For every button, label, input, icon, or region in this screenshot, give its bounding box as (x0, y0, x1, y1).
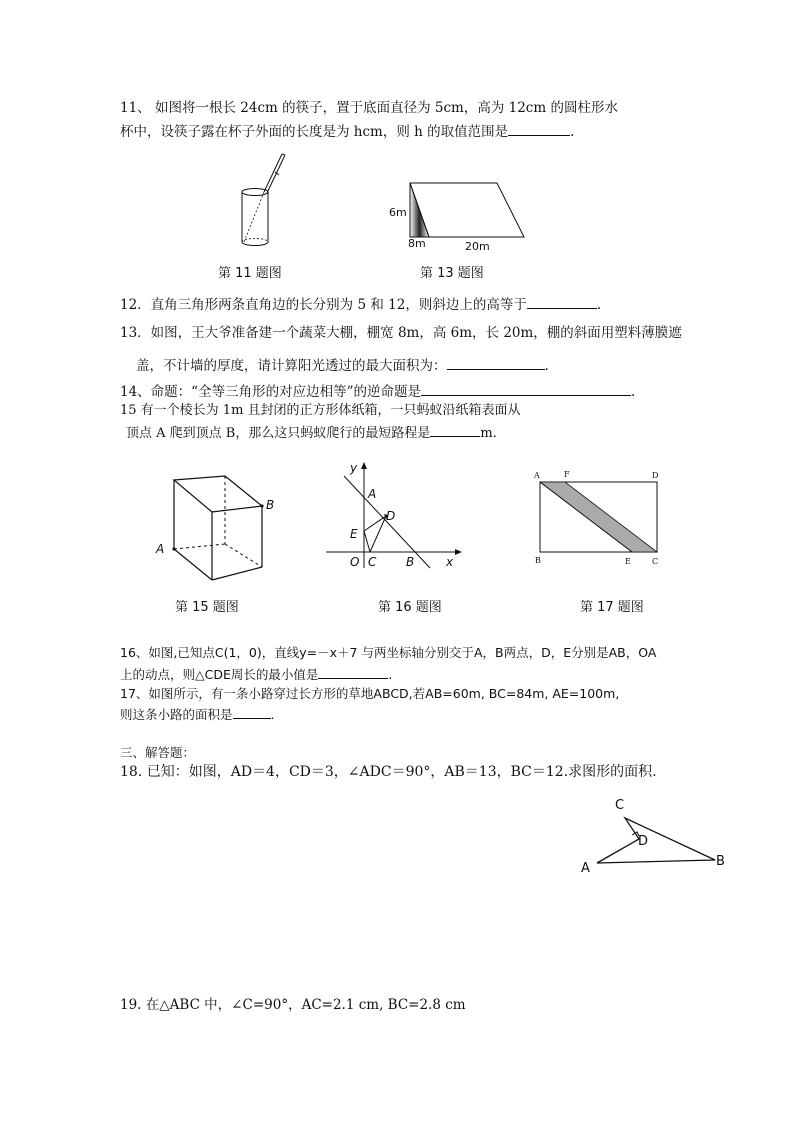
q16-line2-text: 上的动点，则△CDE周长的最小值是 (120, 667, 319, 682)
fig16-label-c: C (368, 555, 377, 569)
q16-end: . (388, 667, 393, 682)
fig11-cylinder-diagram (230, 150, 300, 250)
q13-end: . (544, 358, 549, 374)
section3-heading: 三、解答题： (120, 745, 196, 760)
fig15-label-a: A (156, 542, 165, 556)
fig16-label-a: A (368, 487, 377, 501)
fig18-triangle-diagram (575, 795, 735, 885)
fig16-label-b: B (406, 555, 415, 569)
q14-text: 14、命题：“全等三角形的对应边相等”的逆命题是 (120, 384, 421, 400)
q17-answer-blank[interactable] (233, 704, 271, 719)
q15-end: m. (480, 426, 497, 441)
q12-answer-blank[interactable] (527, 294, 597, 309)
q12-end: . (596, 297, 602, 313)
q13-line1: 13．如图，王大爷准备建一个蔬菜大棚，棚宽 8m，高 6m，长 20m，棚的斜面用塑料薄膜遮 (120, 325, 682, 341)
q11-answer-blank[interactable] (508, 121, 570, 136)
q13-line2 (136, 355, 549, 376)
q15-line2 (126, 422, 497, 444)
fig17-label-c: C (652, 557, 659, 566)
fig13-label-length: 20m (465, 240, 490, 253)
fig17-rectangle-path-diagram (530, 466, 670, 571)
q17-line2-text: 则这条小路的面积是 (120, 707, 233, 722)
q17-line1: 17、如图所示，有一条小路穿过长方形的草地ABCD,若AB=60m, BC=84m, AE=100m, (120, 686, 620, 701)
fig15-cube-diagram (150, 468, 280, 588)
q13-line2-text: 盖，不计墙的厚度，请计算阳光透过的最大面积为： (136, 358, 447, 374)
q19-line: 19. 在△ABC 中，∠C=90°，AC=2.1 cm, BC=2.8 cm (120, 997, 466, 1013)
q12-text: 12．直角三角形两条直角边的长分别为 5 和 12，则斜边上的高等于 (120, 297, 527, 313)
fig13-label-height: 6m (389, 206, 407, 219)
q12-line (120, 294, 601, 315)
fig18-label-c: C (615, 798, 625, 813)
q11-line2 (120, 121, 574, 142)
q11-line2-end: . (570, 124, 575, 140)
fig17-caption: 第 17 题图 (580, 600, 644, 615)
fig17-label-e: E (625, 557, 631, 566)
fig16-label-x: x (446, 555, 454, 569)
fig16-label-y: y (350, 461, 358, 475)
q17-end: . (270, 707, 275, 722)
fig17-label-f: F (564, 470, 570, 479)
fig18-label-a: A (581, 861, 590, 876)
fig13-label-width: 8m (408, 237, 426, 250)
fig15-label-b: B (266, 498, 275, 512)
q16-line1: 16、如图,已知点C(1，0)，直线y=－x＋7 与两坐标轴分别交于A，B两点，D，E分别是AB，OA (120, 645, 657, 660)
fig16-label-d: D (386, 509, 396, 523)
fig17-label-d: D (652, 471, 659, 480)
q14-answer-blank[interactable] (421, 381, 631, 396)
fig13-greenhouse-diagram (385, 175, 535, 260)
fig16-caption: 第 16 题图 (378, 600, 442, 615)
fig17-label-b: B (535, 556, 541, 565)
q15-line1: 15 有一个棱长为 1m 且封闭的正方形体纸箱，一只蚂蚁沿纸箱表面从 (120, 403, 521, 418)
fig18-label-d: D (638, 834, 649, 849)
fig16-coordinate-diagram (320, 460, 465, 575)
fig15-caption: 第 15 题图 (175, 600, 239, 615)
q17-line2 (120, 704, 275, 725)
fig13-caption: 第 13 题图 (420, 266, 484, 281)
q18-line: 18. 已知：如图，AD＝4，CD＝3，∠ADC＝90°，AB＝13，BC＝12.求图形的面积. (120, 764, 657, 780)
q13-answer-blank[interactable] (447, 355, 545, 370)
q16-answer-blank[interactable] (318, 664, 388, 679)
fig11-caption: 第 11 题图 (218, 266, 282, 281)
q11-line2-text: 杯中，设筷子露在杯子外面的长度是为 hcm，则 h 的取值范围是 (120, 124, 509, 140)
fig16-label-e: E (350, 527, 358, 541)
q14-end: . (630, 384, 636, 400)
fig18-label-b: B (716, 854, 725, 869)
q15-line2-text: 顶点 A 爬到顶点 B，那么这只蚂蚁爬行的最短路程是 (126, 426, 431, 441)
fig17-label-a: A (534, 471, 540, 480)
q14-line (120, 381, 635, 402)
q16-line2 (120, 664, 392, 685)
fig16-label-o: O (350, 555, 360, 569)
q15-answer-blank[interactable] (430, 422, 480, 437)
q11-line1: 11、 如图将一根长 24cm 的筷子，置于底面直径为 5cm，高为 12cm 的圆柱形水 (120, 100, 618, 116)
